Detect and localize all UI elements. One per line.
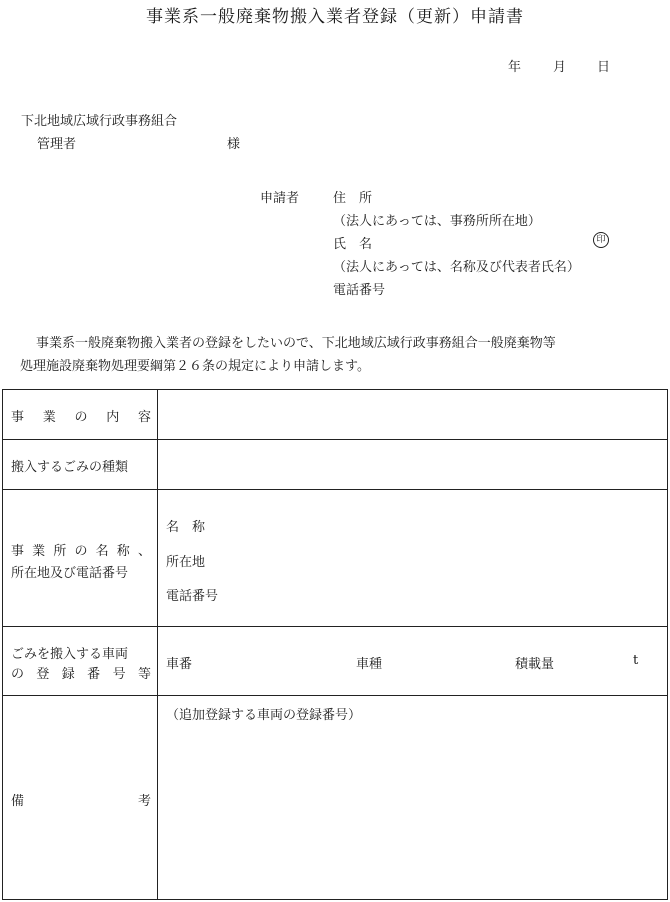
vehicle-capacity-unit: t <box>633 653 639 668</box>
office-name-label: 名 称 <box>166 520 206 535</box>
seal-mark-icon: 印 <box>593 232 609 248</box>
applicant-phone-label: 電話番号 <box>333 283 386 298</box>
office-phone-label: 電話番号 <box>166 589 219 604</box>
label-char: 号 <box>112 667 126 682</box>
label-vehicle-line-1: ごみを搬入する車両 <box>11 647 129 662</box>
label-waste-type-text: 搬入するごみの種類 <box>11 460 129 475</box>
date-day-label: 日 <box>597 60 611 75</box>
label-char: 名 <box>95 544 109 559</box>
row-business-content <box>3 390 668 440</box>
label-char: 番 <box>87 667 101 682</box>
applicant-label: 申請者 <box>260 191 300 206</box>
application-table <box>2 389 668 900</box>
date-year-label: 年 <box>508 60 522 75</box>
label-char: 業 <box>42 410 56 425</box>
row-office <box>3 490 668 627</box>
label-char: 等 <box>137 667 151 682</box>
applicant-address-note: （法人にあっては、事務所所在地） <box>333 214 541 229</box>
row-vehicle <box>3 627 668 696</box>
statement-line-1: 事業系一般廃棄物搬入業者の登録をしたいので、下北地域広域行政事務組合一般廃棄物等 <box>36 336 556 351</box>
label-char: の <box>11 667 25 682</box>
remarks-note: （追加登録する車両の登録番号） <box>166 708 362 723</box>
field-vehicle[interactable] <box>158 627 668 696</box>
label-char: 備 <box>11 794 25 809</box>
label-business-content <box>3 390 158 440</box>
label-char: 称 <box>116 544 130 559</box>
label-char: 内 <box>106 410 120 425</box>
recipient-org: 下北地域広域行政事務組合 <box>21 114 178 129</box>
field-office[interactable] <box>158 490 668 627</box>
label-char: 事 <box>11 544 25 559</box>
label-char: 録 <box>61 667 75 682</box>
row-waste-type <box>3 440 668 490</box>
label-char: の <box>74 544 88 559</box>
label-remarks <box>3 696 158 900</box>
recipient-role: 管理者 <box>37 137 77 152</box>
label-char: 登 <box>36 667 50 682</box>
label-office-line-2: 所在地及び電話番号 <box>11 566 129 581</box>
field-waste-type[interactable] <box>158 440 668 490</box>
label-char: 業 <box>32 544 46 559</box>
document-title: 事業系一般廃棄物搬入業者登録（更新）申請書 <box>146 7 524 27</box>
applicant-address-label: 住 所 <box>333 191 373 206</box>
applicant-name-note: （法人にあっては、名称及び代表者氏名） <box>333 260 580 275</box>
label-char: 所 <box>53 544 67 559</box>
vehicle-number-label: 車番 <box>166 657 193 672</box>
label-office <box>3 490 158 627</box>
office-location-label: 所在地 <box>166 555 206 570</box>
date-month-label: 月 <box>553 60 567 75</box>
label-char: 、 <box>137 544 151 559</box>
label-waste-type <box>3 440 158 490</box>
vehicle-capacity-label: 積載量 <box>515 657 555 672</box>
field-remarks[interactable] <box>158 696 668 900</box>
row-remarks <box>3 696 668 900</box>
label-char: 考 <box>137 794 151 809</box>
label-char: 容 <box>137 410 151 425</box>
label-vehicle <box>3 627 158 696</box>
field-business-content[interactable] <box>158 390 668 440</box>
recipient-honorific: 様 <box>227 137 241 152</box>
label-char: の <box>74 410 88 425</box>
vehicle-type-label: 車種 <box>356 657 383 672</box>
statement-line-2: 処理施設廃棄物処理要綱第２６条の規定により申請します。 <box>20 359 370 374</box>
applicant-name-label: 氏 名 <box>333 237 373 252</box>
label-char: 事 <box>11 410 25 425</box>
